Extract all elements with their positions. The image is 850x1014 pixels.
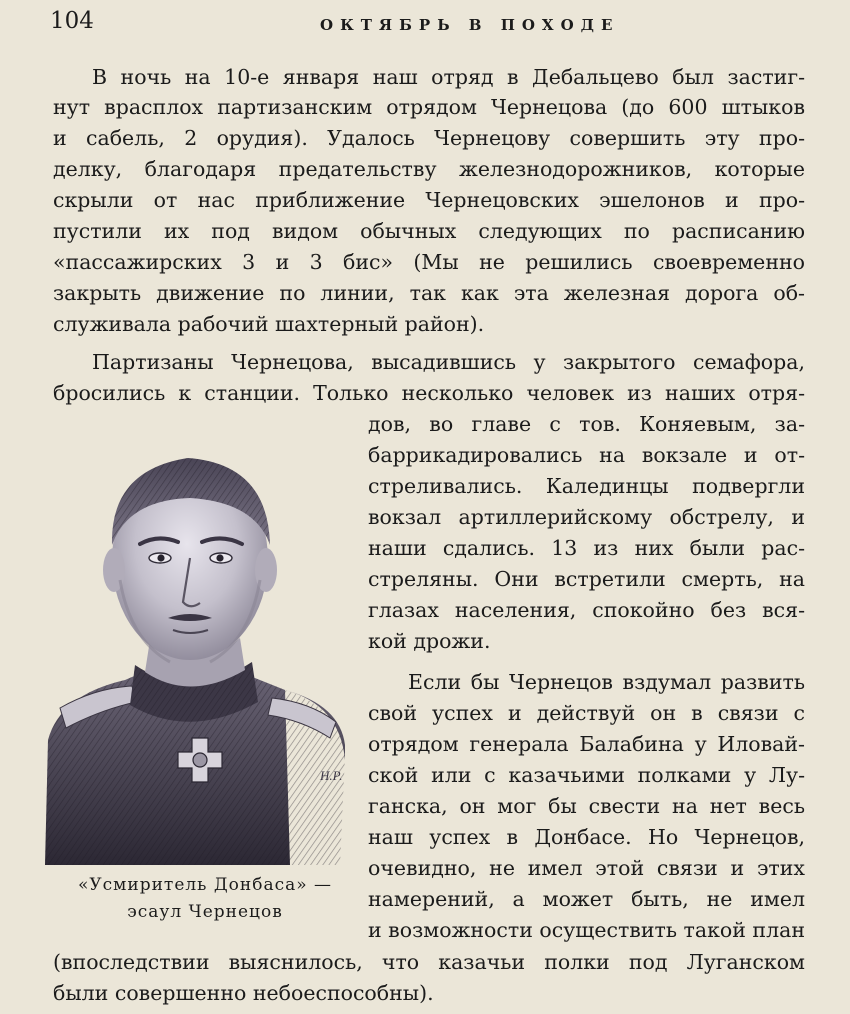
- figure-caption-line-2: эсаул Чернецов: [127, 902, 283, 922]
- text-line: (впоследствии выяснилось, что казачьи полки под Луганском: [53, 950, 805, 974]
- text-line: баррикадировались на вокзале и от-: [368, 443, 805, 467]
- text-line: скрыли от нас приближение Чернецовских эшелонов и про-: [53, 188, 805, 212]
- text-line: глазах населения, спокойно без вся-: [368, 598, 805, 622]
- text-line: «пассажирских 3 и 3 бис» (Мы не решились своевременно: [53, 250, 805, 274]
- text-line: наш успех в Донбасе. Но Чернецов,: [368, 825, 805, 849]
- text-line: отрядом генерала Балабина у Иловай-: [368, 732, 805, 756]
- text-line: служивала рабочий шахтерный район).: [53, 312, 485, 336]
- text-line: закрыть движение по линии, так как эта железная дорога об-: [53, 281, 805, 305]
- text-line: бросились к станции. Только несколько человек из наших отря-: [53, 381, 805, 405]
- portrait-illustration: [40, 440, 350, 865]
- text-line: В ночь на 10-е января наш отряд в Дебальцево был застиг-: [92, 65, 805, 89]
- page-header: [50, 8, 830, 38]
- text-line: свой успех и действуй он в связи с: [368, 701, 805, 725]
- text-line: дов, во главе с тов. Коняевым, за-: [368, 412, 805, 436]
- text-line: наши сдались. 13 из них были рас-: [368, 536, 805, 560]
- text-line: пустили их под видом обычных следующих по расписанию: [53, 219, 805, 243]
- text-line: делку, благодаря предательству железнодорожников, которые: [53, 157, 805, 181]
- text-line: кой дрожи.: [368, 629, 491, 653]
- text-line: стреляны. Они встретили смерть, на: [368, 567, 805, 591]
- figure-caption-line-1: «Усмиритель Донбаса» —: [77, 875, 333, 895]
- text-line: были совершенно небоеспособны).: [53, 981, 434, 1005]
- text-line: очевидно, не имел этой связи и этих: [368, 856, 805, 880]
- page-number: 104: [50, 8, 94, 34]
- text-line: стреливались. Калединцы подвергли: [368, 474, 805, 498]
- text-line: вокзал артиллерийскому обстрелу, и: [368, 505, 805, 529]
- text-line: и возможности осуществить такой план: [368, 918, 805, 942]
- running-title: ОКТЯБРЬ В ПОХОДЕ: [320, 16, 620, 34]
- text-line: ганска, он мог бы свести на нет весь: [368, 794, 805, 818]
- text-line: нут врасплох партизанским отрядом Чернецова (до 600 штыков: [53, 95, 805, 119]
- artist-signature: Н.Р.: [320, 768, 343, 783]
- text-line: Партизаны Чернецова, высадившись у закрытого семафора,: [92, 350, 805, 374]
- text-line: намерений, а может быть, не имел: [368, 887, 805, 911]
- text-line: и сабель, 2 орудия). Удалось Чернецову совершить эту про-: [53, 126, 805, 150]
- text-line: Если бы Чернецов вздумал развить: [408, 670, 805, 694]
- text-line: ской или с казачьими полками у Лу-: [368, 763, 805, 787]
